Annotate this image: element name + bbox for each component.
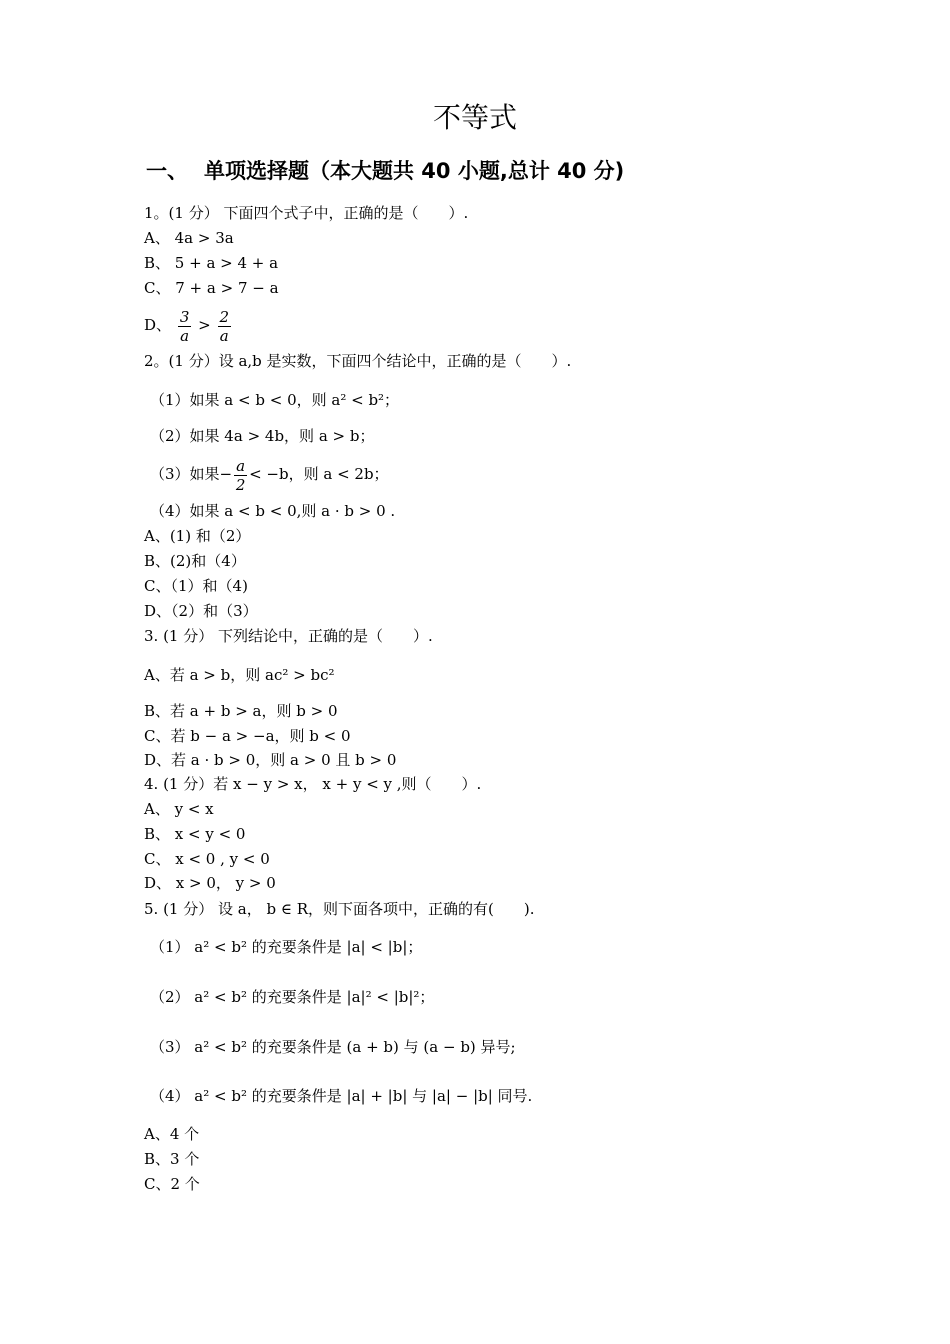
question-2-option-b: B、(2)和（4） — [144, 552, 246, 570]
fraction-a-over-2: $\frac{a}{2}$ — [235, 456, 246, 494]
question-3-option-a: A、若 a > b，则 ac² > bc² — [144, 666, 335, 684]
greater-than-sign: > — [198, 316, 211, 334]
section-heading — [146, 155, 624, 185]
question-2-item-3-rest: < −b，则 a < 2b； — [249, 465, 389, 483]
question-5-item-2: （2） a² < b² 的充要条件是 |a|² < |b|²； — [150, 988, 435, 1006]
question-4-option-c: C、 x < 0 , y < 0 — [144, 850, 270, 868]
question-5-item-3: （3） a² < b² 的充要条件是 (a + b) 与 (a − b) 异号; — [150, 1038, 516, 1056]
question-2-item-4: （4）如果 a < b < 0,则 a · b > 0 . — [150, 502, 396, 520]
question-4-stem: 4. (1 分）若 x − y > x， x + y < y ,则（ ）. — [144, 775, 482, 793]
question-3-option-c: C、若 b − a > −a，则 b < 0 — [144, 727, 351, 745]
question-1-option-d-label: D、 — [144, 316, 172, 334]
question-2-option-d: D、（2）和（3） — [144, 602, 258, 620]
question-1-option-d — [144, 303, 233, 347]
section-title: 单项选择题（本大题共 40 小题,总计 40 分) — [204, 159, 625, 183]
question-2-item-2: （2）如果 4a > 4b，则 a > b； — [150, 427, 375, 445]
question-5-item-1: （1） a² < b² 的充要条件是 |a| < |b|； — [150, 938, 423, 956]
fraction-2-over-a: $\frac{2}{a}$ — [219, 307, 230, 345]
question-4-option-a: A、 y < x — [144, 800, 214, 818]
question-5-option-a: A、4 个 — [144, 1125, 200, 1143]
question-5-option-b: B、3 个 — [144, 1150, 200, 1168]
question-4-option-b: B、 x < y < 0 — [144, 825, 246, 843]
question-2-item-3-label: （3）如果 — [150, 465, 220, 483]
question-5-option-c: C、2 个 — [144, 1175, 200, 1193]
question-3-option-b: B、若 a + b > a，则 b > 0 — [144, 702, 338, 720]
question-3-stem: 3. (1 分） 下列结论中，正确的是（ ）. — [144, 627, 433, 645]
question-5-stem: 5. (1 分） 设 a， b ∈ R，则下面各项中，正确的有( ). — [144, 900, 535, 918]
question-2-option-c: C、（1）和（4) — [144, 577, 248, 595]
question-2-item-1: （1）如果 a < b < 0，则 a² < b²； — [150, 391, 400, 409]
question-2-option-a: A、(1) 和（2） — [144, 527, 251, 545]
question-1-option-c: C、 7 + a > 7 − a — [144, 279, 279, 297]
question-2-item-3: （3）如果− $\frac{a}{2}$ < −b，则 a < 2b； — [150, 456, 389, 494]
question-5-item-4: （4） a² < b² 的充要条件是 |a| + |b| 与 |a| − |b| 同号. — [150, 1087, 533, 1105]
question-2-stem: 2。(1 分）设 a,b 是实数，下面四个结论中，正确的是（ ）. — [144, 352, 572, 370]
document-title: 不等式 — [432, 101, 517, 134]
question-4-option-d: D、 x > 0， y > 0 — [144, 874, 276, 892]
question-1-option-b: B、 5 + a > 4 + a — [144, 254, 279, 272]
question-1-stem: 1。(1 分） 下面四个式子中，正确的是（ ）. — [144, 204, 469, 222]
fraction-3-over-a: $\frac{3}{a}$ — [179, 307, 190, 345]
section-number: 一、 — [146, 159, 188, 183]
question-1-option-a: A、 4a > 3a — [144, 229, 234, 247]
question-3-option-d: D、若 a · b > 0，则 a > 0 且 b > 0 — [144, 751, 397, 769]
